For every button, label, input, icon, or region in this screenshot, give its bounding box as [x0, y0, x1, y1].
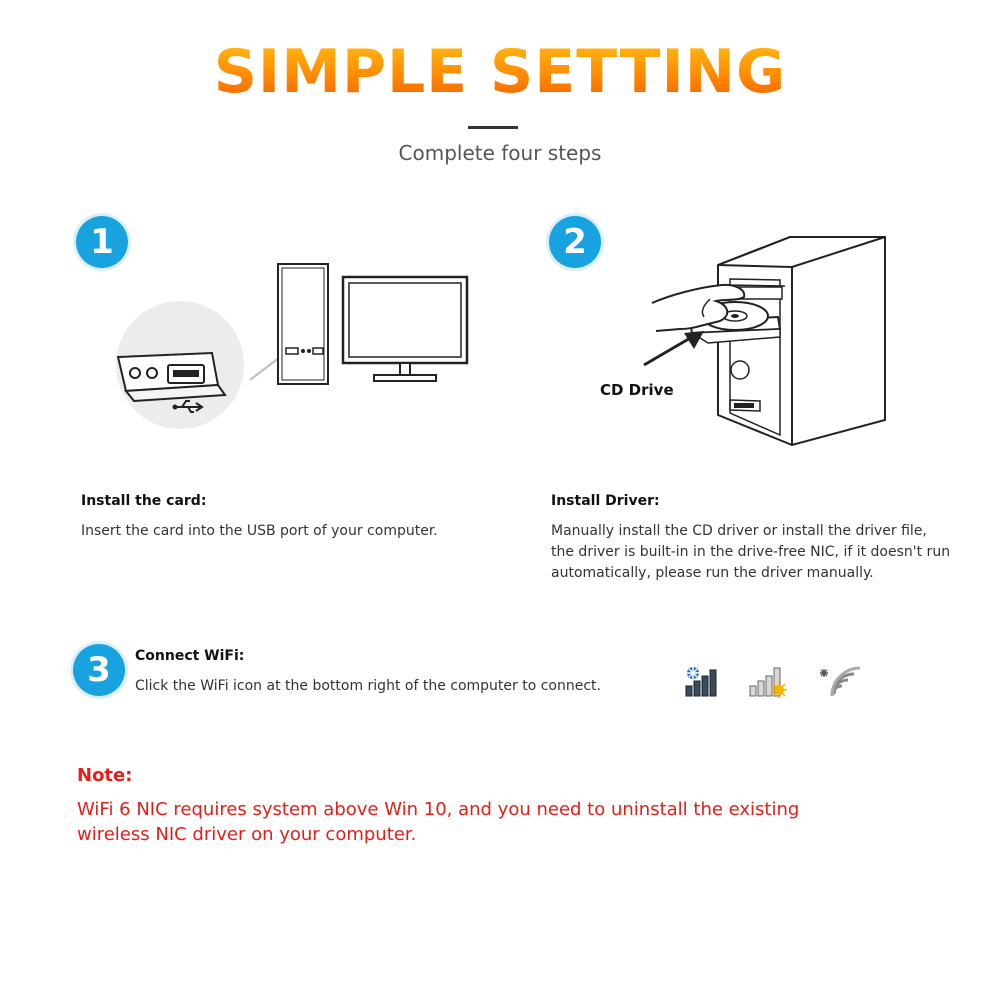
step-1-heading: Install the card: [81, 493, 207, 509]
step-1-badge: 1 [76, 216, 128, 268]
step-2-text [551, 521, 950, 584]
step-1-line: Insert the card into the USB port of your computer. [81, 523, 438, 539]
step-3-line: Click the WiFi icon at the bottom right of the computer to connect. [135, 678, 601, 694]
note-line: wireless NIC driver on your computer. [77, 824, 417, 845]
computer-tower-cd-illustration [600, 225, 900, 450]
page-subtitle: Complete four steps [398, 141, 602, 165]
step-3-badge: 3 [73, 644, 125, 696]
step-3-text [135, 676, 601, 697]
note-line: WiFi 6 NIC requires system above Win 10, and you need to uninstall the existing [77, 799, 800, 820]
step-1-text [81, 521, 438, 542]
step-2-heading: Install Driver: [551, 493, 660, 509]
note-text [77, 797, 799, 847]
step-2-line: Manually install the CD driver or install the driver file, [551, 523, 927, 539]
wifi-signal-bars-star-icon [684, 664, 722, 698]
step-3-heading: Connect WiFi: [135, 648, 245, 664]
step-2-line: automatically, please run the driver manually. [551, 565, 874, 581]
note-label: Note: [77, 765, 133, 786]
wifi-waves-star-icon [818, 662, 862, 700]
usb-port-zoom-illustration [100, 295, 250, 435]
desktop-computer-illustration [240, 262, 470, 387]
title-divider [468, 126, 518, 129]
page-title: SIMPLE SETTING [0, 36, 1000, 108]
cd-drive-label: CD Drive [600, 381, 674, 399]
step-2-badge: 2 [549, 216, 601, 268]
wifi-signal-bars-sun-icon [748, 664, 790, 698]
step-2-line: the driver is built-in in the drive-free NIC, if it doesn't run [551, 544, 951, 560]
